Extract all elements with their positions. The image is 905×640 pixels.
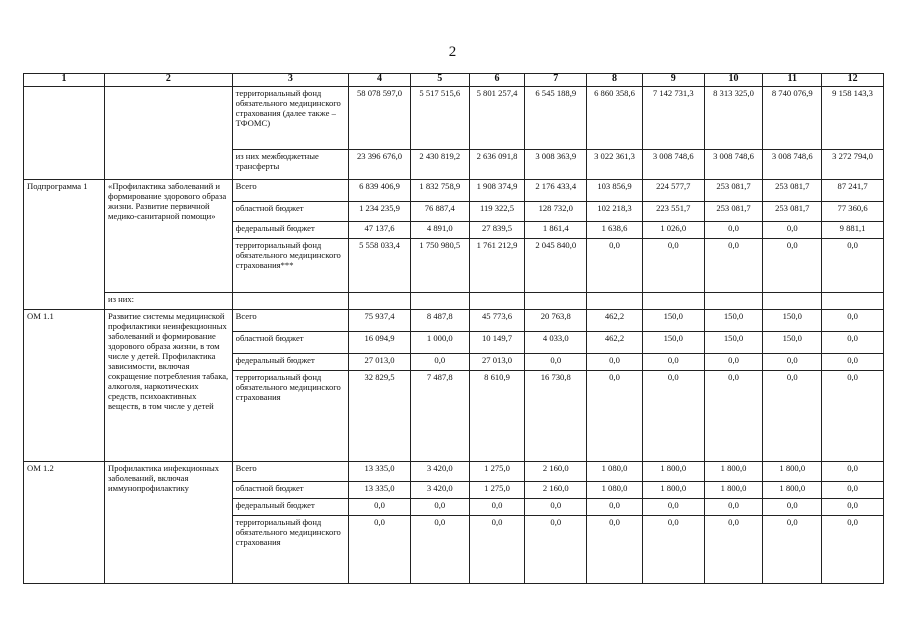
amount-cell: 1 800,0 bbox=[763, 462, 822, 482]
amount-cell: 1 908 374,9 bbox=[469, 180, 525, 202]
program-description-cell: Развитие системы медицинской профилактики неинфекционных заболеваний и формирование здорового образа жизни, в том числе у детей. Профилактика зависимости, включая сокращение потребления табака, алкоголя, наркотических средств, психоактивных веществ, в том числе у детей bbox=[105, 310, 233, 462]
amount-cell: 1 800,0 bbox=[704, 462, 763, 482]
amount-cell: 27 013,0 bbox=[469, 354, 525, 371]
amount-cell: 1 026,0 bbox=[642, 222, 704, 239]
amount-cell: 0,0 bbox=[587, 354, 643, 371]
amount-cell: 75 937,4 bbox=[349, 310, 411, 332]
table-row bbox=[24, 462, 884, 482]
amount-cell: 0,0 bbox=[704, 516, 763, 584]
amount-cell: 0,0 bbox=[525, 516, 587, 584]
amount-cell: 3 022 361,3 bbox=[587, 150, 643, 180]
amount-cell: 0,0 bbox=[642, 371, 704, 462]
amount-cell: 45 773,6 bbox=[469, 310, 525, 332]
column-header: 9 bbox=[642, 74, 704, 87]
amount-cell: 2 045 840,0 bbox=[525, 239, 587, 293]
amount-cell: 1 275,0 bbox=[469, 462, 525, 482]
amount-cell: 253 081,7 bbox=[763, 202, 822, 222]
amount-cell: 0,0 bbox=[587, 239, 643, 293]
amount-cell: 8 313 325,0 bbox=[704, 87, 763, 150]
amount-cell: 119 322,5 bbox=[469, 202, 525, 222]
amount-cell: 0,0 bbox=[822, 354, 884, 371]
amount-cell: 8 487,8 bbox=[410, 310, 469, 332]
amount-cell: 20 763,8 bbox=[525, 310, 587, 332]
amount-cell: 3 420,0 bbox=[410, 462, 469, 482]
amount-cell: 1 638,6 bbox=[587, 222, 643, 239]
amount-cell: 16 730,8 bbox=[525, 371, 587, 462]
amount-cell: 2 160,0 bbox=[525, 482, 587, 499]
amount-cell: 0,0 bbox=[587, 499, 643, 516]
amount-cell: 0,0 bbox=[822, 239, 884, 293]
amount-cell: 2 176 433,4 bbox=[525, 180, 587, 202]
amount-cell: 1 080,0 bbox=[587, 462, 643, 482]
program-description-cell: «Профилактика заболеваний и формирование здорового образа жизни. Развитие первичной медико-санитарной помощи» bbox=[105, 180, 233, 293]
amount-cell: 150,0 bbox=[704, 332, 763, 354]
program-description-cell bbox=[105, 87, 233, 180]
amount-cell: 0,0 bbox=[822, 482, 884, 499]
column-header: 2 bbox=[105, 74, 233, 87]
column-header: 6 bbox=[469, 74, 525, 87]
amount-cell: 0,0 bbox=[822, 462, 884, 482]
amount-cell: 0,0 bbox=[469, 516, 525, 584]
amount-cell: 2 636 091,8 bbox=[469, 150, 525, 180]
amount-cell: 150,0 bbox=[704, 310, 763, 332]
amount-cell: 9 158 143,3 bbox=[822, 87, 884, 150]
amount-cell: 150,0 bbox=[642, 332, 704, 354]
column-header: 8 bbox=[587, 74, 643, 87]
amount-cell: 150,0 bbox=[763, 310, 822, 332]
column-header: 4 bbox=[349, 74, 411, 87]
amount-cell: 32 829,5 bbox=[349, 371, 411, 462]
column-header: 5 bbox=[410, 74, 469, 87]
funding-source-cell: территориальный фонд обязательного медицинского страхования*** bbox=[232, 239, 348, 293]
amount-cell: 0,0 bbox=[704, 499, 763, 516]
program-name-cell: Подпрограмма 1 bbox=[24, 180, 105, 310]
empty-cell bbox=[232, 293, 348, 310]
amount-cell: 58 078 597,0 bbox=[349, 87, 411, 150]
amount-cell: 3 008 748,6 bbox=[763, 150, 822, 180]
amount-cell: 0,0 bbox=[410, 499, 469, 516]
amount-cell: 1 234 235,9 bbox=[349, 202, 411, 222]
amount-cell: 3 272 794,0 bbox=[822, 150, 884, 180]
amount-cell: 0,0 bbox=[822, 371, 884, 462]
amount-cell: 0,0 bbox=[349, 499, 411, 516]
amount-cell: 4 033,0 bbox=[525, 332, 587, 354]
program-name-cell: ОМ 1.2 bbox=[24, 462, 105, 584]
program-description-cell: Профилактика инфекционных заболеваний, включая иммунопрофилактику bbox=[105, 462, 233, 584]
funding-source-cell: федеральный бюджет bbox=[232, 354, 348, 371]
amount-cell: 2 160,0 bbox=[525, 462, 587, 482]
amount-cell: 0,0 bbox=[704, 371, 763, 462]
amount-cell: 7 142 731,3 bbox=[642, 87, 704, 150]
amount-cell: 150,0 bbox=[642, 310, 704, 332]
table-row bbox=[24, 180, 884, 202]
amount-cell: 0,0 bbox=[704, 222, 763, 239]
amount-cell: 9 881,1 bbox=[822, 222, 884, 239]
amount-cell: 8 610,9 bbox=[469, 371, 525, 462]
amount-cell: 3 008 748,6 bbox=[704, 150, 763, 180]
funding-source-cell: территориальный фонд обязательного медицинского страхования bbox=[232, 371, 348, 462]
table-row bbox=[24, 293, 884, 310]
amount-cell: 27 839,5 bbox=[469, 222, 525, 239]
funding-source-cell: федеральный бюджет bbox=[232, 499, 348, 516]
amount-cell: 0,0 bbox=[822, 499, 884, 516]
column-header: 1 bbox=[24, 74, 105, 87]
amount-cell: 0,0 bbox=[642, 516, 704, 584]
amount-cell: 0,0 bbox=[642, 354, 704, 371]
amount-cell: 150,0 bbox=[763, 332, 822, 354]
amount-cell: 13 335,0 bbox=[349, 462, 411, 482]
amount-cell: 10 149,7 bbox=[469, 332, 525, 354]
amount-cell: 0,0 bbox=[349, 516, 411, 584]
amount-cell: 3 008 363,9 bbox=[525, 150, 587, 180]
column-header: 7 bbox=[525, 74, 587, 87]
column-header: 3 bbox=[232, 74, 348, 87]
amount-cell: 253 081,7 bbox=[704, 202, 763, 222]
funding-source-cell: Всего bbox=[232, 180, 348, 202]
amount-cell: 0,0 bbox=[763, 371, 822, 462]
amount-cell: 3 008 748,6 bbox=[642, 150, 704, 180]
amount-cell: 0,0 bbox=[704, 354, 763, 371]
funding-source-cell: областной бюджет bbox=[232, 482, 348, 499]
table-row bbox=[24, 87, 884, 150]
program-name-cell: ОМ 1.1 bbox=[24, 310, 105, 462]
amount-cell: 462,2 bbox=[587, 310, 643, 332]
amount-cell: 0,0 bbox=[642, 499, 704, 516]
amount-cell: 1 800,0 bbox=[704, 482, 763, 499]
amount-cell: 0,0 bbox=[410, 354, 469, 371]
amount-cell: 1 861,4 bbox=[525, 222, 587, 239]
column-header: 12 bbox=[822, 74, 884, 87]
amount-cell: 103 856,9 bbox=[587, 180, 643, 202]
funding-source-cell: областной бюджет bbox=[232, 332, 348, 354]
funding-source-cell: из них межбюджетные трансферты bbox=[232, 150, 348, 180]
amount-cell: 0,0 bbox=[763, 239, 822, 293]
budget-table bbox=[23, 73, 884, 584]
amount-cell: 0,0 bbox=[525, 354, 587, 371]
amount-cell: 0,0 bbox=[763, 354, 822, 371]
funding-source-cell: территориальный фонд обязательного медицинского страхования bbox=[232, 516, 348, 584]
amount-cell: 0,0 bbox=[642, 239, 704, 293]
amount-cell: 1 275,0 bbox=[469, 482, 525, 499]
amount-cell: 47 137,6 bbox=[349, 222, 411, 239]
amount-cell: 0,0 bbox=[587, 371, 643, 462]
empty-cell bbox=[587, 293, 643, 310]
amount-cell: 0,0 bbox=[763, 499, 822, 516]
amount-cell: 253 081,7 bbox=[763, 180, 822, 202]
empty-cell bbox=[763, 293, 822, 310]
amount-cell: 27 013,0 bbox=[349, 354, 411, 371]
amount-cell: 6 839 406,9 bbox=[349, 180, 411, 202]
amount-cell: 23 396 676,0 bbox=[349, 150, 411, 180]
amount-cell: 253 081,7 bbox=[704, 180, 763, 202]
empty-cell bbox=[704, 293, 763, 310]
funding-source-cell: Всего bbox=[232, 462, 348, 482]
amount-cell: 1 832 758,9 bbox=[410, 180, 469, 202]
of-them-label: из них: bbox=[105, 293, 233, 310]
amount-cell: 6 860 358,6 bbox=[587, 87, 643, 150]
amount-cell: 1 800,0 bbox=[763, 482, 822, 499]
amount-cell: 0,0 bbox=[822, 516, 884, 584]
amount-cell: 0,0 bbox=[704, 239, 763, 293]
amount-cell: 1 761 212,9 bbox=[469, 239, 525, 293]
funding-source-cell: федеральный бюджет bbox=[232, 222, 348, 239]
amount-cell: 13 335,0 bbox=[349, 482, 411, 499]
amount-cell: 223 551,7 bbox=[642, 202, 704, 222]
amount-cell: 0,0 bbox=[763, 222, 822, 239]
amount-cell: 87 241,7 bbox=[822, 180, 884, 202]
empty-cell bbox=[525, 293, 587, 310]
amount-cell: 7 487,8 bbox=[410, 371, 469, 462]
column-header: 10 bbox=[704, 74, 763, 87]
amount-cell: 4 891,0 bbox=[410, 222, 469, 239]
amount-cell: 0,0 bbox=[763, 516, 822, 584]
amount-cell: 1 750 980,5 bbox=[410, 239, 469, 293]
amount-cell: 76 887,4 bbox=[410, 202, 469, 222]
amount-cell: 0,0 bbox=[822, 332, 884, 354]
amount-cell: 1 080,0 bbox=[587, 482, 643, 499]
amount-cell: 3 420,0 bbox=[410, 482, 469, 499]
amount-cell: 102 218,3 bbox=[587, 202, 643, 222]
amount-cell: 77 360,6 bbox=[822, 202, 884, 222]
amount-cell: 1 800,0 bbox=[642, 462, 704, 482]
empty-cell bbox=[349, 293, 411, 310]
amount-cell: 5 517 515,6 bbox=[410, 87, 469, 150]
amount-cell: 0,0 bbox=[822, 310, 884, 332]
empty-cell bbox=[469, 293, 525, 310]
funding-source-cell: территориальный фонд обязательного медицинского страхования (далее также – ТФОМС) bbox=[232, 87, 348, 150]
program-name-cell bbox=[24, 87, 105, 180]
column-header: 11 bbox=[763, 74, 822, 87]
header-row bbox=[24, 74, 884, 87]
amount-cell: 0,0 bbox=[525, 499, 587, 516]
amount-cell: 224 577,7 bbox=[642, 180, 704, 202]
amount-cell: 5 558 033,4 bbox=[349, 239, 411, 293]
amount-cell: 8 740 076,9 bbox=[763, 87, 822, 150]
empty-cell bbox=[822, 293, 884, 310]
amount-cell: 462,2 bbox=[587, 332, 643, 354]
funding-source-cell: Всего bbox=[232, 310, 348, 332]
amount-cell: 2 430 819,2 bbox=[410, 150, 469, 180]
amount-cell: 0,0 bbox=[587, 516, 643, 584]
empty-cell bbox=[410, 293, 469, 310]
amount-cell: 16 094,9 bbox=[349, 332, 411, 354]
table-row bbox=[24, 310, 884, 332]
funding-source-cell: областной бюджет bbox=[232, 202, 348, 222]
amount-cell: 6 545 188,9 bbox=[525, 87, 587, 150]
empty-cell bbox=[642, 293, 704, 310]
amount-cell: 128 732,0 bbox=[525, 202, 587, 222]
amount-cell: 1 800,0 bbox=[642, 482, 704, 499]
amount-cell: 1 000,0 bbox=[410, 332, 469, 354]
page-number: 2 bbox=[448, 44, 457, 60]
amount-cell: 0,0 bbox=[469, 499, 525, 516]
amount-cell: 5 801 257,4 bbox=[469, 87, 525, 150]
amount-cell: 0,0 bbox=[410, 516, 469, 584]
